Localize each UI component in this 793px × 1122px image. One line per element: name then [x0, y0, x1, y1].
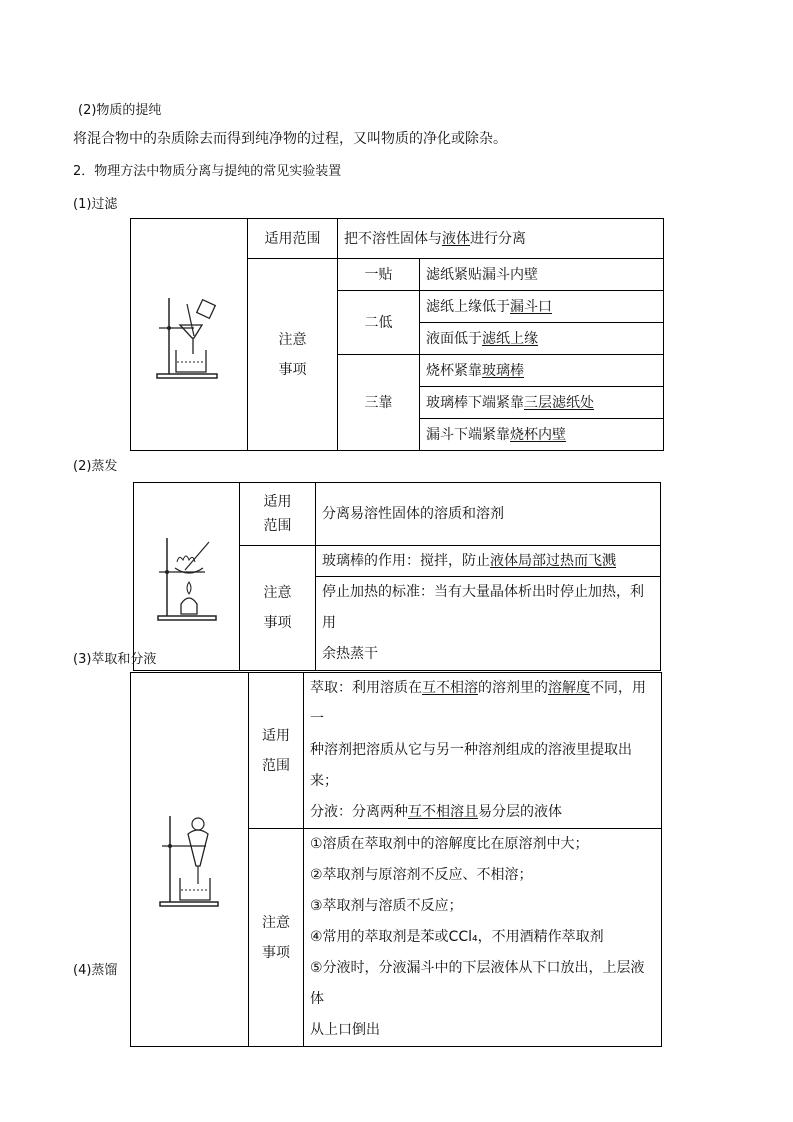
filtration-notes-label: 注意 事项: [248, 259, 338, 451]
filtration-lean-rule-3: 漏斗下端紧靠烧杯内壁: [420, 419, 664, 451]
filtration-lean-rule-1: 烧杯紧靠玻璃棒: [420, 355, 664, 387]
extraction-note-2: ②萃取剂与原溶剂不反应、不相溶；: [310, 867, 533, 883]
filtration-apparatus-icon: [154, 290, 224, 380]
evaporation-apparatus-icon: [155, 532, 219, 622]
heading-purification: (2)物质的提纯: [78, 103, 162, 118]
evaporation-title: (2)蒸发: [73, 459, 118, 474]
evaporation-table: [133, 482, 661, 671]
extraction-note-1: ①溶质在萃取剂中的溶解度比在原溶剂中大；: [310, 836, 589, 852]
evaporation-scope-label: 适用 范围: [240, 483, 316, 546]
extraction-apparatus-cell: [131, 673, 249, 1047]
extraction-note-3: ③萃取剂与溶质不反应；: [310, 898, 463, 914]
evaporation-note-1: 玻璃棒的作用：搅拌，防止液体局部过热而飞溅: [316, 546, 661, 577]
section-2-title: 2．物理方法中物质分离与提纯的常见实验装置: [73, 164, 342, 179]
filtration-apparatus-cell: [131, 219, 248, 451]
extraction-title: (3)萃取和分液: [73, 652, 157, 667]
extraction-scope-text: 萃取：利用溶质在互不相溶的溶剂里的溶解度不同，用一 种溶剂把溶质从它与另一种溶剂组成的溶液里提取出来； 分液：分离两种互不相溶且易分层的液体: [304, 673, 662, 829]
extraction-apparatus-icon: [158, 812, 222, 908]
purification-description: 将混合物中的杂质除去而得到纯净物的过程，又叫物质的净化或除杂。: [73, 131, 507, 147]
filtration-lean-rule-2: 玻璃棒下端紧靠三层滤纸处: [420, 387, 664, 419]
evaporation-notes-label: 注意 事项: [240, 546, 316, 671]
filtration-low-rule-2: 液面低于滤纸上缘: [420, 323, 664, 355]
distillation-title: (4)蒸馏: [73, 963, 118, 978]
evaporation-note-2: 停止加热的标准：当有大量晶体析出时停止加热，利用 余热蒸干: [316, 577, 661, 671]
extraction-scope-label: 适用 范围: [249, 673, 304, 829]
filtration-low-rule-1: 滤纸上缘低于漏斗口: [420, 291, 664, 323]
extraction-notes-label: 注意 事项: [249, 829, 304, 1047]
filtration-tie-label: 一贴: [338, 259, 420, 291]
filtration-scope-label: 适用范围: [248, 219, 338, 259]
filtration-table: [130, 218, 664, 451]
filtration-tie-rule: 滤纸紧贴漏斗内壁: [420, 259, 664, 291]
extraction-note-5a: ⑤分液时，分液漏斗中的下层液体从下口放出，上层液体: [310, 960, 645, 1007]
extraction-table: [130, 672, 662, 1047]
filtration-scope-text: 把不溶性固体与液体进行分离: [338, 219, 664, 259]
evaporation-apparatus-cell: [134, 483, 240, 671]
evaporation-scope-text: 分离易溶性固体的溶质和溶剂: [316, 483, 661, 546]
extraction-note-5b: 从上口倒出: [310, 1022, 380, 1038]
extraction-notes-text: [304, 829, 662, 1047]
filtration-low-label: 二低: [338, 291, 420, 355]
extraction-note-4: ④常用的萃取剂是苯或CCl₄，不用酒精作萃取剂: [310, 929, 604, 945]
filtration-lean-label: 三靠: [338, 355, 420, 451]
filtration-title: (1)过滤: [73, 197, 118, 212]
